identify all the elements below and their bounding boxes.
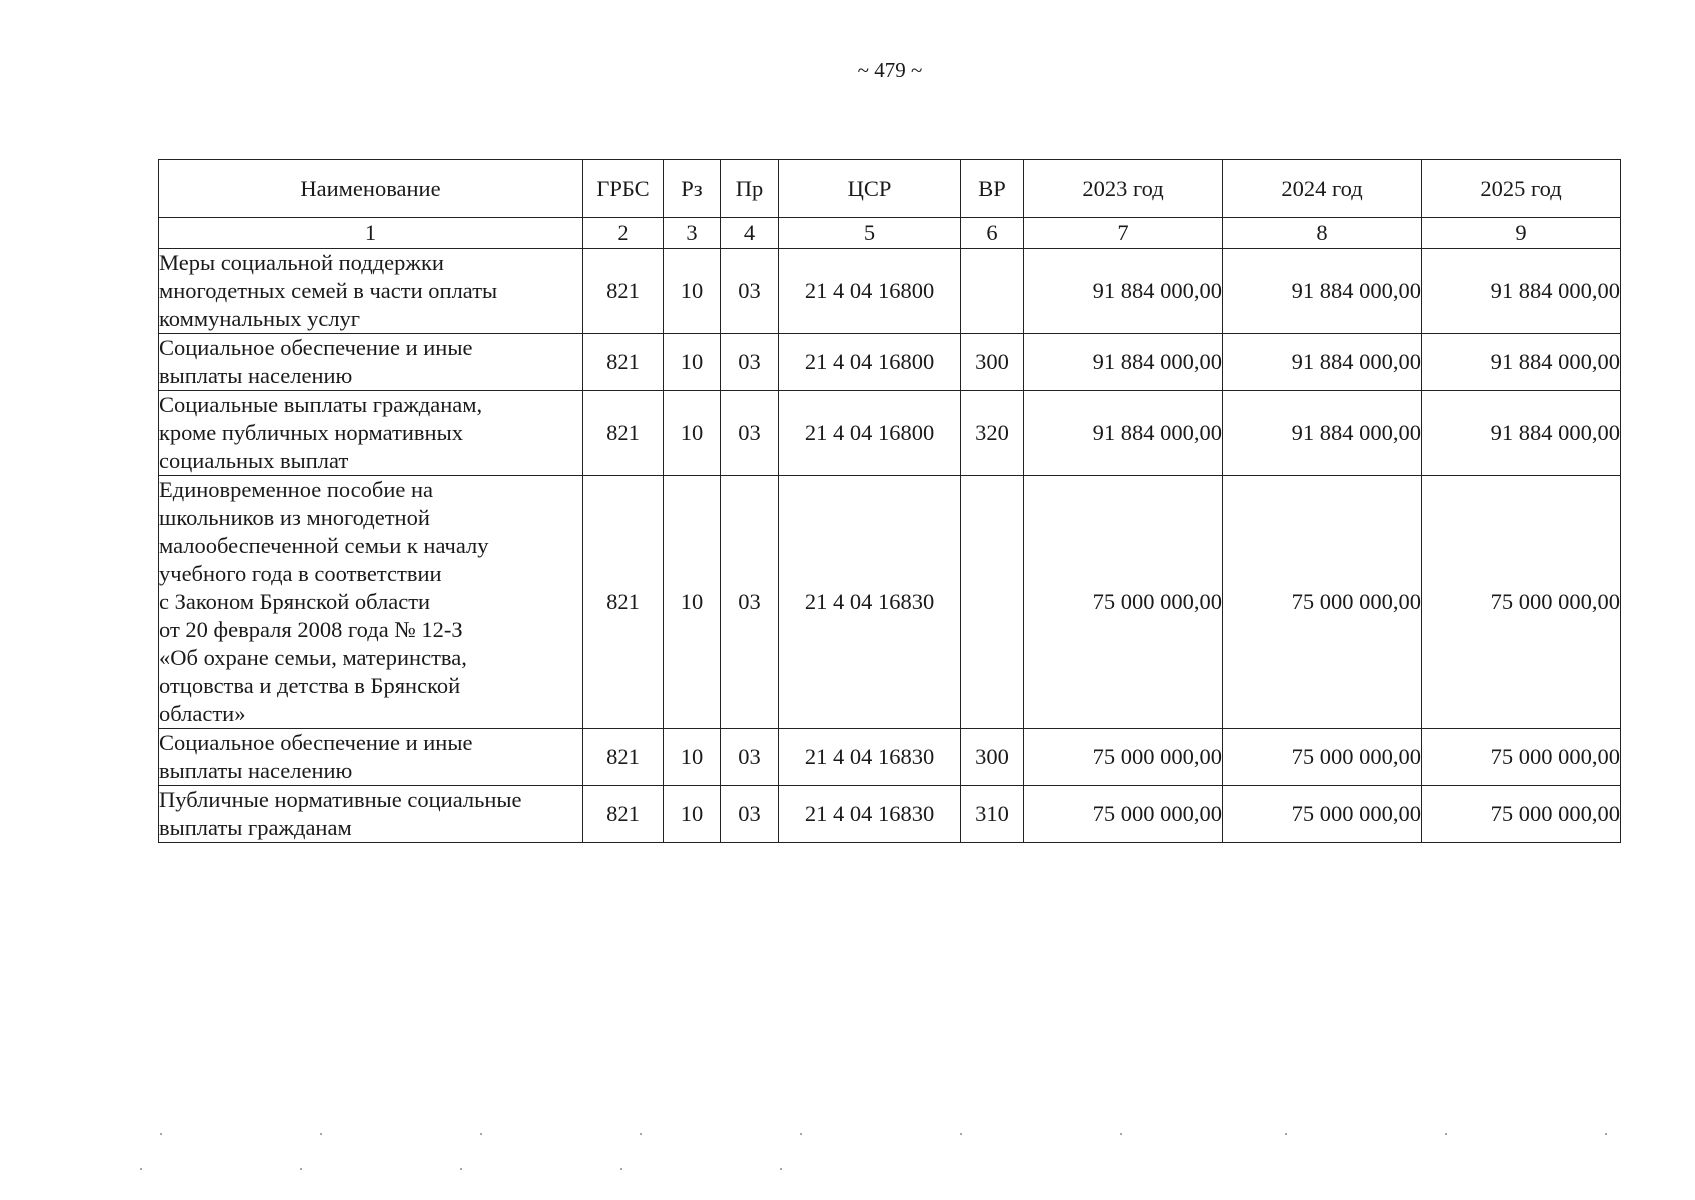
name-line: социальных выплат (159, 448, 349, 473)
column-index: 8 (1223, 218, 1422, 249)
scan-speck (1285, 1133, 1287, 1135)
cell-csr: 21 4 04 16800 (779, 334, 961, 391)
cell-2023: 91 884 000,00 (1024, 249, 1223, 334)
cell-name (159, 729, 583, 786)
cell-2024: 75 000 000,00 (1223, 786, 1422, 843)
cell-name (159, 786, 583, 843)
cell-grbs: 821 (583, 476, 664, 729)
cell-csr: 21 4 04 16830 (779, 476, 961, 729)
name-line: «Об охране семьи, материнства, (159, 645, 467, 670)
table-row (159, 334, 1621, 391)
cell-2025: 91 884 000,00 (1422, 249, 1621, 334)
scan-speck (160, 1133, 162, 1135)
cell-2024: 75 000 000,00 (1223, 476, 1422, 729)
column-index: 5 (779, 218, 961, 249)
cell-pr: 03 (721, 729, 779, 786)
cell-vr (961, 249, 1024, 334)
cell-2023: 91 884 000,00 (1024, 334, 1223, 391)
name-line: Единовременное пособие на (159, 477, 434, 502)
name-line: от 20 февраля 2008 года № 12-З (159, 617, 463, 642)
column-index: 9 (1422, 218, 1621, 249)
scan-speck (300, 1168, 302, 1170)
cell-2025: 75 000 000,00 (1422, 476, 1621, 729)
column-index: 3 (664, 218, 721, 249)
cell-rz: 10 (664, 729, 721, 786)
cell-vr: 320 (961, 391, 1024, 476)
cell-name (159, 334, 583, 391)
cell-name (159, 476, 583, 729)
cell-rz: 10 (664, 476, 721, 729)
column-index: 2 (583, 218, 664, 249)
table-row (159, 729, 1621, 786)
header-pr: Пр (721, 160, 779, 218)
column-index-row (159, 218, 1621, 249)
cell-2023: 91 884 000,00 (1024, 391, 1223, 476)
cell-rz: 10 (664, 786, 721, 843)
cell-vr: 300 (961, 334, 1024, 391)
table-body (159, 249, 1621, 843)
cell-pr: 03 (721, 249, 779, 334)
header-csr: ЦСР (779, 160, 961, 218)
header-2024: 2024 год (1223, 160, 1422, 218)
page-number: ~ 479 ~ (857, 58, 923, 82)
scan-speck (640, 1133, 642, 1135)
name-line: школьников из многодетной (159, 505, 430, 530)
name-line: Социальные выплаты гражданам, (159, 392, 483, 417)
cell-2024: 91 884 000,00 (1223, 249, 1422, 334)
name-line: области» (159, 701, 246, 726)
name-line: малообеспеченной семьи к началу (159, 533, 489, 558)
scan-speck (1605, 1133, 1607, 1135)
cell-2024: 91 884 000,00 (1223, 334, 1422, 391)
table-row (159, 249, 1621, 334)
header-row (159, 160, 1621, 218)
cell-vr (961, 476, 1024, 729)
name-line: Публичные нормативные социальные (159, 787, 522, 812)
header-rz: Рз (664, 160, 721, 218)
header-2025: 2025 год (1422, 160, 1621, 218)
cell-grbs: 821 (583, 334, 664, 391)
scan-speck (1445, 1133, 1447, 1135)
scan-speck (460, 1168, 462, 1170)
cell-2024: 75 000 000,00 (1223, 729, 1422, 786)
name-line: Социальное обеспечение и иные (159, 730, 473, 755)
cell-csr: 21 4 04 16800 (779, 391, 961, 476)
cell-grbs: 821 (583, 391, 664, 476)
budget-table (158, 159, 1621, 843)
cell-2023: 75 000 000,00 (1024, 786, 1223, 843)
cell-2023: 75 000 000,00 (1024, 476, 1223, 729)
name-line: Меры социальной поддержки (159, 250, 444, 275)
cell-grbs: 821 (583, 729, 664, 786)
cell-rz: 10 (664, 334, 721, 391)
header-grbs: ГРБС (583, 160, 664, 218)
cell-2025: 91 884 000,00 (1422, 391, 1621, 476)
cell-grbs: 821 (583, 786, 664, 843)
header-name: Наименование (159, 160, 583, 218)
cell-grbs: 821 (583, 249, 664, 334)
name-line: с Законом Брянской области (159, 589, 431, 614)
name-line: выплаты гражданам (159, 815, 352, 840)
column-index: 7 (1024, 218, 1223, 249)
scan-speck (780, 1168, 782, 1170)
cell-pr: 03 (721, 786, 779, 843)
scan-speck (800, 1133, 802, 1135)
cell-csr: 21 4 04 16830 (779, 729, 961, 786)
name-line: отцовства и детства в Брянской (159, 673, 461, 698)
table-row (159, 786, 1621, 843)
name-line: коммунальных услуг (159, 306, 361, 331)
scan-speck (620, 1168, 622, 1170)
cell-vr: 300 (961, 729, 1024, 786)
cell-pr: 03 (721, 391, 779, 476)
column-index: 4 (721, 218, 779, 249)
cell-2025: 75 000 000,00 (1422, 786, 1621, 843)
name-line: выплаты населению (159, 363, 353, 388)
cell-vr: 310 (961, 786, 1024, 843)
column-index: 6 (961, 218, 1024, 249)
scan-speck (1120, 1133, 1122, 1135)
cell-name (159, 249, 583, 334)
cell-2024: 91 884 000,00 (1223, 391, 1422, 476)
cell-pr: 03 (721, 476, 779, 729)
header-vr: ВР (961, 160, 1024, 218)
scan-speck (480, 1133, 482, 1135)
scan-speck (320, 1133, 322, 1135)
cell-2025: 91 884 000,00 (1422, 334, 1621, 391)
name-line: многодетных семей в части оплаты (159, 278, 498, 303)
cell-rz: 10 (664, 249, 721, 334)
header-2023: 2023 год (1024, 160, 1223, 218)
cell-pr: 03 (721, 334, 779, 391)
column-index: 1 (159, 218, 583, 249)
name-line: учебного года в соответствии (159, 561, 442, 586)
name-line: кроме публичных нормативных (159, 420, 463, 445)
cell-csr: 21 4 04 16800 (779, 249, 961, 334)
table-row (159, 476, 1621, 729)
cell-2025: 75 000 000,00 (1422, 729, 1621, 786)
name-line: Социальное обеспечение и иные (159, 335, 473, 360)
cell-rz: 10 (664, 391, 721, 476)
scan-speck (960, 1133, 962, 1135)
cell-csr: 21 4 04 16830 (779, 786, 961, 843)
name-line: выплаты населению (159, 758, 353, 783)
cell-2023: 75 000 000,00 (1024, 729, 1223, 786)
table-row (159, 391, 1621, 476)
scan-speck (140, 1168, 142, 1170)
cell-name (159, 391, 583, 476)
